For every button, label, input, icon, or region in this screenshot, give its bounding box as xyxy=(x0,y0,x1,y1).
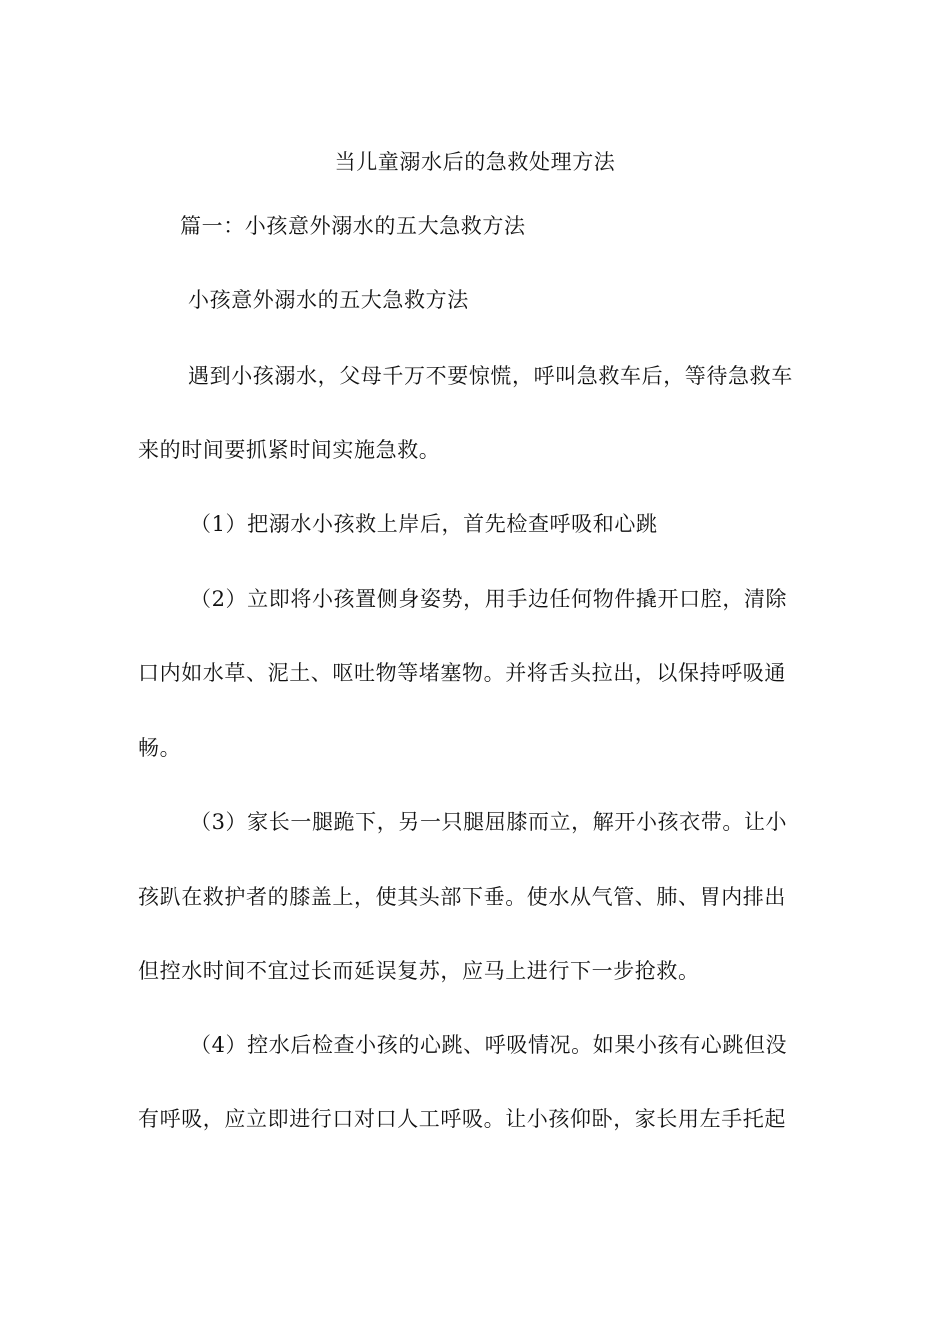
section-subheading: 小孩意外溺水的五大急救方法 xyxy=(188,288,469,312)
paragraph-line: 来的时间要抓紧时间实施急救。 xyxy=(138,438,441,462)
step-2-line: 畅。 xyxy=(138,736,182,760)
step-2-line: 口内如水草、泥土、呕吐物等堵塞物。并将舌头拉出，以保持呼吸通 xyxy=(138,661,786,685)
step-2-line: （2）立即将小孩置侧身姿势，用手边任何物件撬开口腔，清除 xyxy=(190,587,788,611)
paragraph-line: 遇到小孩溺水，父母千万不要惊慌，呼叫急救车后，等待急救车 xyxy=(188,364,793,388)
step-4-line: 有呼吸，应立即进行口对口人工呼吸。让小孩仰卧，家长用左手托起 xyxy=(138,1107,786,1131)
step-1-line: （1）把溺水小孩救上岸后，首先检查呼吸和心跳 xyxy=(190,512,658,536)
step-3-line: 但控水时间不宜过长而延误复苏，应马上进行下一步抢救。 xyxy=(138,959,700,983)
document-title: 当儿童溺水后的急救处理方法 xyxy=(334,150,616,174)
section-heading: 篇一：小孩意外溺水的五大急救方法 xyxy=(180,214,526,238)
step-3-line: 孩趴在救护者的膝盖上，使其头部下垂。使水从气管、肺、胃内排出 xyxy=(138,885,786,909)
step-3-line: （3）家长一腿跪下，另一只腿屈膝而立，解开小孩衣带。让小 xyxy=(190,810,788,834)
step-4-line: （4）控水后检查小孩的心跳、呼吸情况。如果小孩有心跳但没 xyxy=(190,1033,788,1057)
